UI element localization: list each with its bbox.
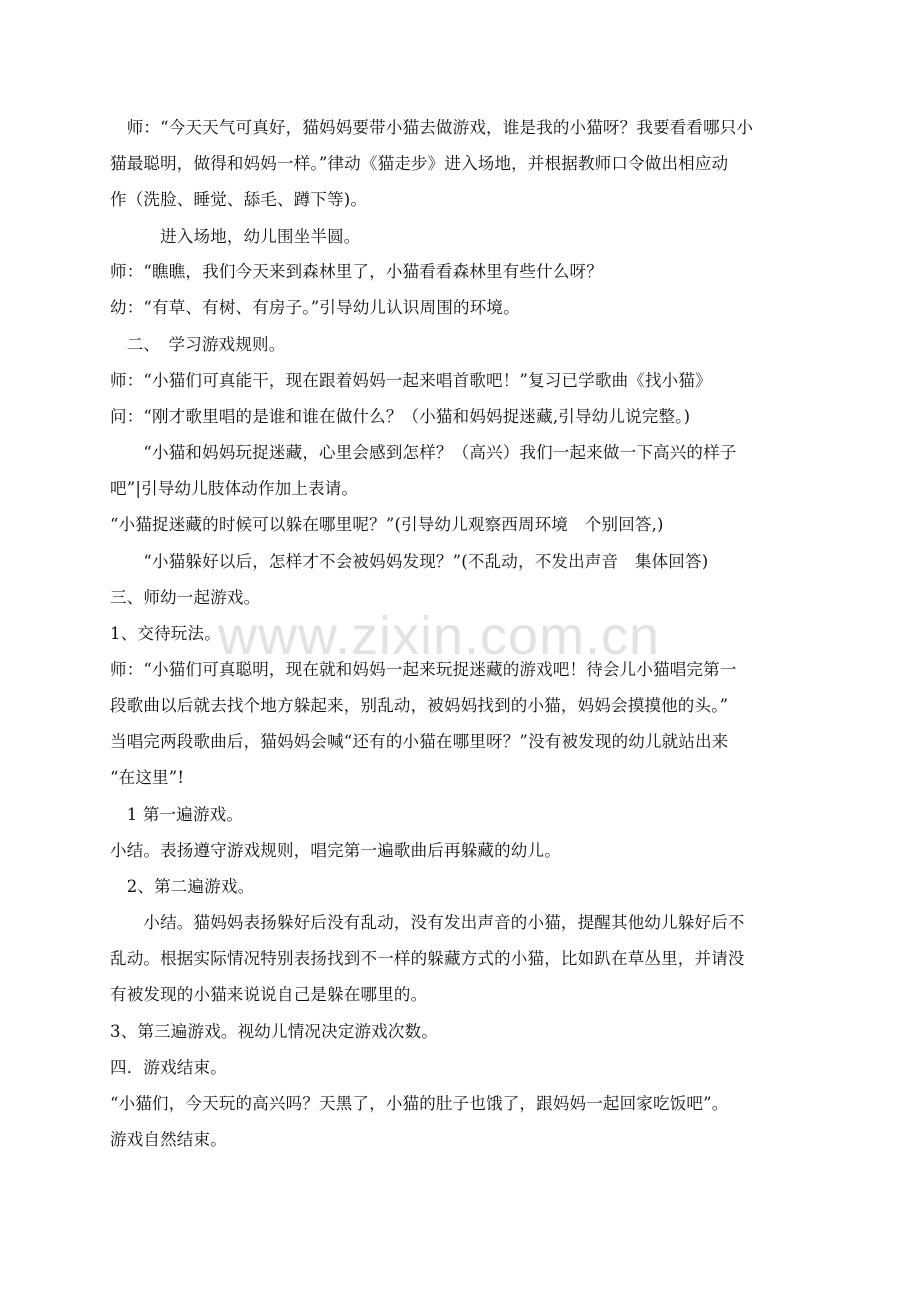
text-line: 师：“小猫们可真能干，现在跟着妈妈一起来唱首歌吧！”复习已学歌曲《找小猫》	[110, 371, 712, 390]
subsection-heading: 1、交待玩法。	[110, 624, 221, 643]
text-line: “小猫躲好以后，怎样才不会被妈妈发现？”(不乱动，不发出声音 集体回答)	[110, 552, 709, 571]
section-heading: 三、师幼一起游戏。	[110, 588, 261, 607]
section-heading: 四．游戏结束。	[110, 1058, 227, 1077]
text-line: 小结。表扬遵守游戏规则，唱完第一遍歌曲后再躲藏的幼儿。	[110, 841, 561, 860]
text-line: 师：“小猫们可真聪明，现在就和妈妈一起来玩捉迷藏的游戏吧！待会儿小猫唱完第一	[110, 660, 737, 679]
text-line: 师：“瞧瞧，我们今天来到森林里了，小猫看看森林里有些什么呀？	[110, 262, 603, 281]
text-line: 游戏自然结束。	[110, 1130, 227, 1149]
text-line: 吧”|引导幼儿肢体动作加上表请。	[110, 479, 359, 498]
text-line: 问：“刚才歌里唱的是谁和谁在做什么？（小猫和妈妈捉迷藏,引导幼儿说完整。)	[110, 407, 691, 426]
text-line: 乱动。根据实际情况特别表扬找到不一样的躲藏方式的小猫，比如趴在草丛里，并请没	[110, 949, 745, 968]
subsection-heading: 2、第二遍游戏。	[110, 877, 255, 896]
text-line: “小猫和妈妈玩捉迷藏，心里会感到怎样？（高兴）我们一起来做一下高兴的样子	[110, 443, 737, 462]
watermark: www.zixin.com.cn	[218, 606, 661, 666]
subsection-heading: 3、第三遍游戏。视幼儿情况决定游戏次数。	[110, 1022, 438, 1041]
text-line: 师：“今天天气可真好，猫妈妈要带小猫去做游戏，谁是我的小猫呀？我要看看哪只小	[110, 118, 754, 137]
text-line: 幼：“有草、有树、有房子。”引导幼儿认识周围的环境。	[110, 298, 520, 317]
text-line: 有被发现的小猫来说说自己是躲在哪里的。	[110, 985, 428, 1004]
text-line: 小结。猫妈妈表扬躲好后没有乱动，没有发出声音的小猫，提醒其他幼儿躲好后不	[110, 913, 745, 932]
section-heading: 二、 学习游戏规则。	[110, 335, 286, 354]
text-line: “在这里”!	[110, 768, 185, 787]
text-line: 进入场地，幼儿围坐半圆。	[110, 227, 361, 246]
text-line: “小猫捉迷藏的时候可以躲在哪里呢？”(引导幼儿观察西周环境 个别回答,)	[110, 515, 664, 534]
text-line: 段歌曲以后就去找个地方躲起来，别乱动，被妈妈找到的小猫，妈妈会摸摸他的头。”	[110, 696, 729, 715]
text-line: 当唱完两段歌曲后，猫妈妈会喊“还有的小猫在哪里呀？”没有被发现的幼儿就站出来	[110, 732, 729, 751]
text-line: “小猫们，今天玩的高兴吗？天黑了，小猫的肚子也饿了，跟妈妈一起回家吃饭吧”。	[110, 1094, 729, 1113]
text-line: 猫最聪明，做得和妈妈一样。”律动《猫走步》进入场地，并根据教师口令做出相应动	[110, 154, 729, 173]
subsection-heading: 1 第一遍游戏。	[110, 805, 244, 824]
text-line: 作（洗脸、睡觉、舔毛、蹲下等)。	[110, 190, 368, 209]
